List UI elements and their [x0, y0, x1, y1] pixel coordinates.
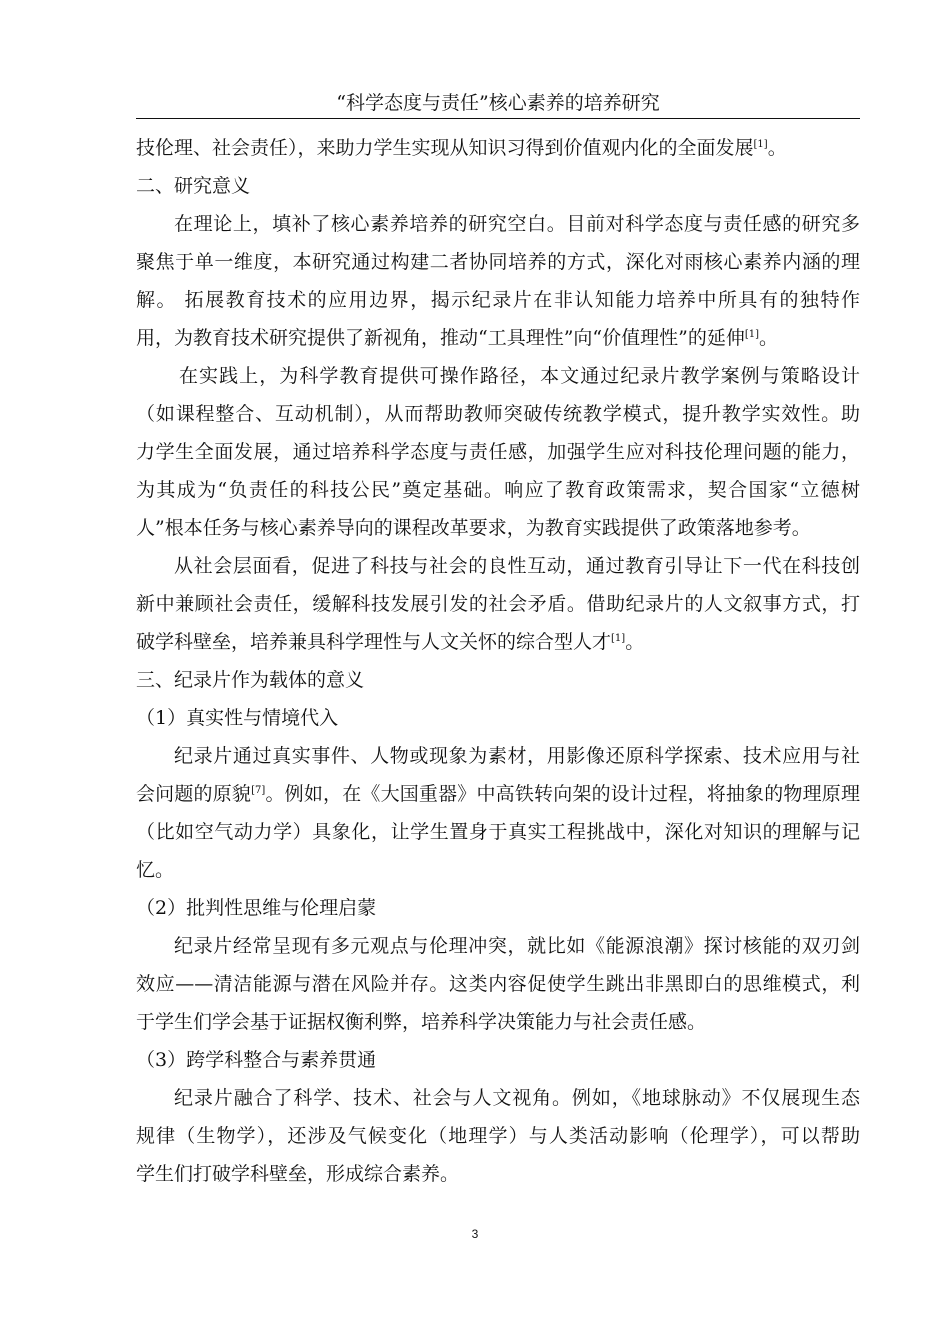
- paragraph-line: 忆。: [136, 859, 175, 881]
- paragraph-line: 效应——清洁能源与潜在风险并存。这类内容促使学生跳出非黑即白的思维模式，利: [136, 973, 860, 995]
- paragraph-line: [136, 129, 860, 167]
- paragraph-line: 纪录片融合了科学、技术、社会与人文视角。例如，《地球脉动》不仅展现生态: [174, 1087, 860, 1109]
- paragraph-line: 解。 拓展教育技术的应用边界，揭示纪录片在非认知能力培养中所具有的独特作: [136, 289, 860, 311]
- paragraph-line: [136, 319, 860, 357]
- paragraph-line: 于学生们学会基于证据权衡利弊，培养科学决策能力与社会责任感。: [136, 1011, 707, 1033]
- paragraph-line: （比如空气动力学）具象化，让学生置身于真实工程挑战中，深化对知识的理解与记: [136, 821, 860, 843]
- paragraph-line: 人”根本任务与核心素养导向的课程改革要求，为教育实践提供了政策落地参考。: [136, 517, 811, 539]
- paragraph-line: 纪录片通过真实事件、人物或现象为素材，用影像还原科学探索、技术应用与社: [174, 745, 860, 767]
- paragraph-line: [136, 623, 860, 661]
- citation-ref: [1]: [611, 633, 626, 644]
- text-run: 。例如，在《大国重器》中高铁转向架的设计过程，将抽象的物理原理: [265, 783, 860, 805]
- text-run: 技伦理、社会责任），来助力学生实现从知识习得到价值观内化的全面发展: [136, 137, 754, 159]
- section-heading-research-significance: 二、研究意义: [136, 175, 251, 197]
- running-header: “科学态度与责任”核心素养的培养研究: [336, 92, 660, 114]
- header-divider: [136, 118, 860, 119]
- citation-ref: [7]: [251, 785, 266, 796]
- paragraph-line: 在实践上，为科学教育提供可操作路径，本文通过纪录片教学案例与策略设计: [179, 365, 860, 387]
- paragraph-line: 聚焦于单一维度，本研究通过构建二者协同培养的方式，深化对雨核心素养内涵的理: [136, 251, 860, 273]
- text-run: 破学科壁垒，培养兼具科学理性与人文关怀的综合型人才: [136, 631, 612, 653]
- text-run: 会问题的原貌: [136, 783, 252, 805]
- text-run: 。: [759, 327, 779, 349]
- subsection-heading-interdisciplinary: （3）跨学科整合与素养贯通: [136, 1049, 377, 1071]
- section-heading-documentary-significance: 三、纪录片作为载体的意义: [136, 669, 365, 691]
- subsection-heading-critical-thinking: （2）批判性思维与伦理启蒙: [136, 897, 377, 919]
- paragraph-line: 纪录片经常呈现有多元观点与伦理冲突，就比如《能源浪潮》探讨核能的双刃剑: [174, 935, 860, 957]
- text-run: 用，为教育技术研究提供了新视角，推动“工具理性”向“价值理性”的延伸: [136, 327, 745, 349]
- text-run: 。: [625, 631, 645, 653]
- citation-ref: [1]: [753, 139, 768, 150]
- paragraph-line: 从社会层面看，促进了科技与社会的良性互动，通过教育引导让下一代在科技创: [174, 555, 860, 577]
- subsection-heading-authenticity: （1）真实性与情境代入: [136, 707, 339, 729]
- citation-ref: [1]: [744, 329, 760, 340]
- paragraph-line: 新中兼顾社会责任，缓解科技发展引发的社会矛盾。借助纪录片的人文叙事方式，打: [136, 593, 860, 615]
- paragraph-line: 力学生全面发展，通过培养科学态度与责任感，加强学生应对科技伦理问题的能力，: [136, 441, 860, 463]
- paragraph-line: [136, 775, 860, 813]
- text-run: 。: [767, 137, 787, 159]
- paragraph-line: （如课程整合、互动机制），从而帮助教师突破传统教学模式，提升教学实效性。助: [136, 403, 860, 425]
- paragraph-line: 学生们打破学科壁垒，形成综合素养。: [136, 1163, 460, 1185]
- paragraph-line: 规律（生物学），还涉及气候变化（地理学）与人类活动影响（伦理学），可以帮助: [136, 1125, 860, 1147]
- paragraph-line: 为其成为“负责任的科技公民”奠定基础。响应了教育政策需求，契合国家“立德树: [136, 479, 860, 501]
- paragraph-line: 在理论上，填补了核心素养培养的研究空白。目前对科学态度与责任感的研究多: [174, 213, 860, 235]
- page-number: 3: [471, 1227, 479, 1241]
- document-body: [136, 129, 860, 1193]
